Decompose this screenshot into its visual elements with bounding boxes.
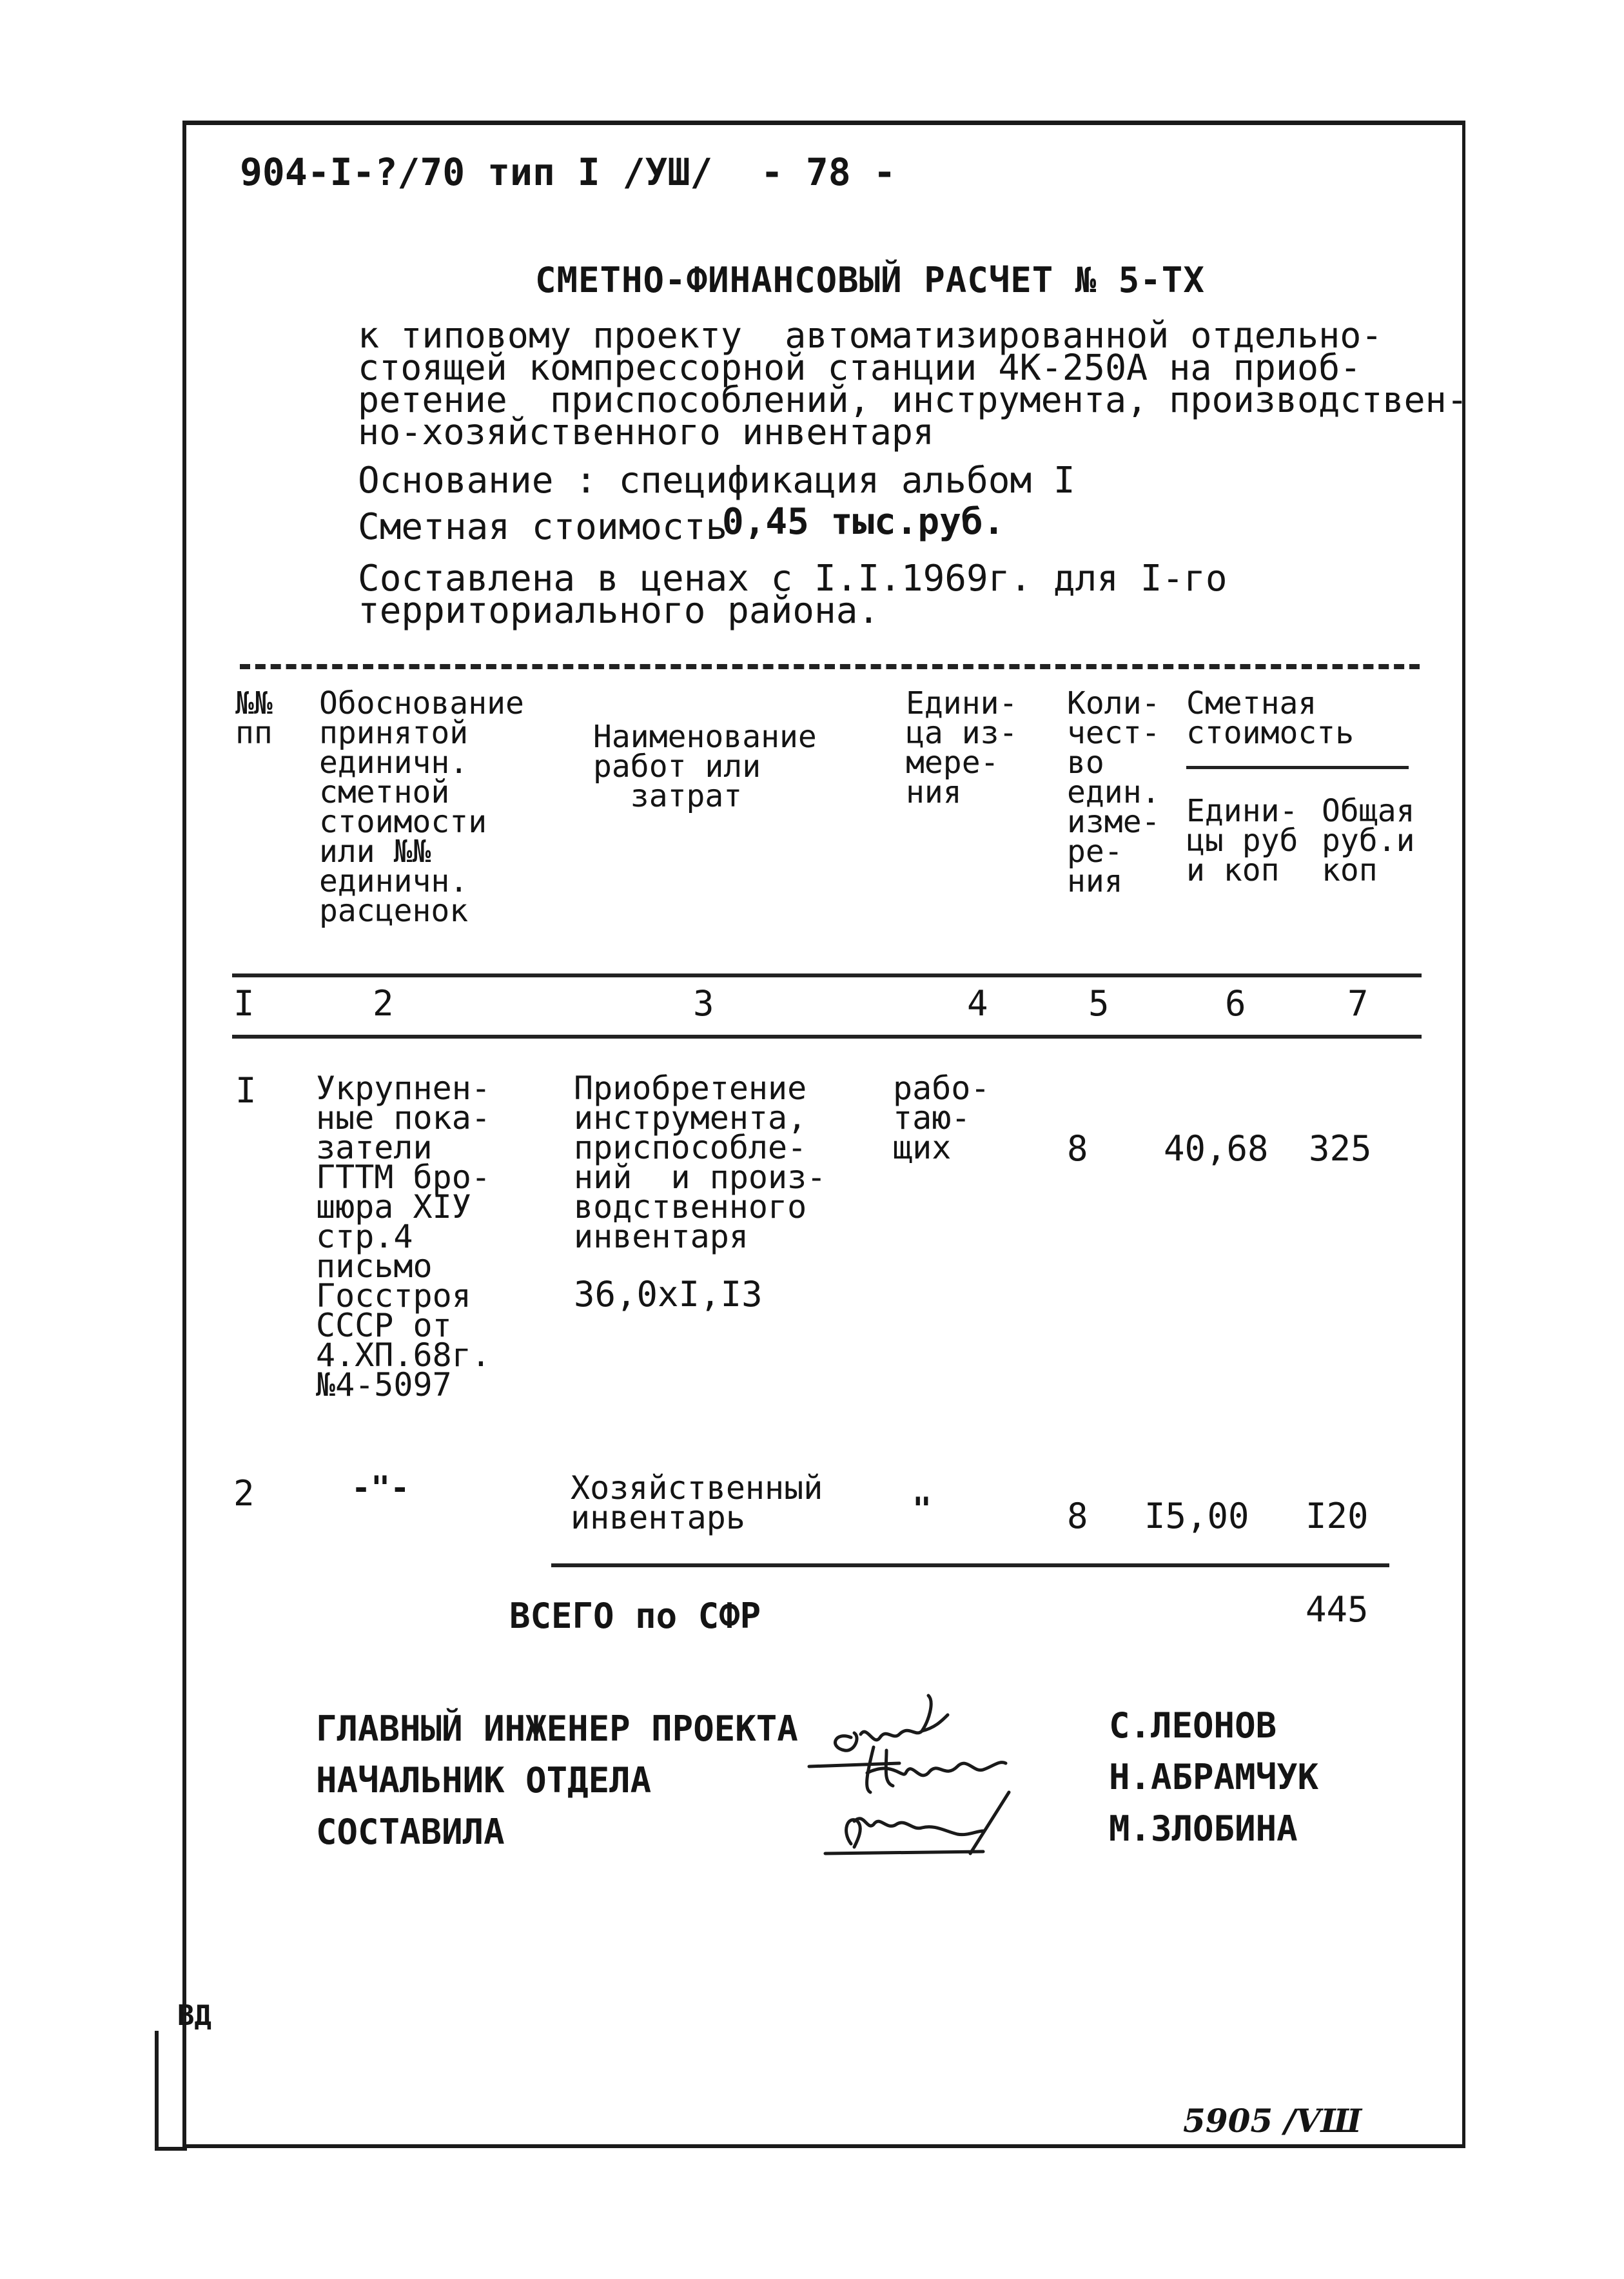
- row1-basis: Укрупнен- ные пока- затели ГТТМ бро- шюра XIУ стр.4 письмо Госстроя СССР от 4.XП.68г. №4-5097: [316, 1070, 491, 1404]
- description-line-3: ретение приспособлений, инструмента, производствен-: [358, 379, 1468, 420]
- frame-binding-edge: [155, 2031, 159, 2150]
- column-number-7: 7: [1347, 983, 1369, 1024]
- header-subrule: [1186, 766, 1409, 769]
- signature-1-stroke: [836, 1696, 948, 1750]
- column-number-2: 2: [373, 983, 394, 1024]
- header-col1: №№ пп: [235, 685, 273, 751]
- signature-2-stroke: [809, 1747, 1006, 1792]
- signature-role-1: ГЛАВНЫЙ ИНЖЕНЕР ПРОЕКТА: [316, 1708, 798, 1749]
- description-line-4: но-хозяйственного инвентаря: [358, 411, 935, 453]
- row1-total: 325: [1309, 1128, 1372, 1169]
- total-label: ВСЕГО по СФР: [509, 1596, 761, 1636]
- signature-name-1: С.ЛЕОНОВ: [1109, 1705, 1277, 1746]
- handwritten-signatures: [790, 1676, 1106, 1870]
- row2-total: I20: [1306, 1496, 1369, 1536]
- document-code: 904-I-?/70 тип I /УШ/: [240, 150, 713, 194]
- header-col5: Коли- чест- во един. изме- ре- ния: [1067, 685, 1160, 899]
- column-number-3: 3: [693, 983, 714, 1024]
- column-number-5: 5: [1088, 983, 1110, 1024]
- row1-name: Приобретение инструмента, приспособле- ний и произ- водственного инвентаря: [574, 1070, 827, 1255]
- row2-unit-price: I5,00: [1144, 1496, 1249, 1536]
- document-title: СМЕТНО-ФИНАНСОВЫЙ РАСЧЕТ № 5-ТХ: [535, 260, 1205, 300]
- row2-name: Хозяйственный инвентарь: [571, 1469, 823, 1536]
- signature-role-2: НАЧАЛЬНИК ОТДЕЛА: [316, 1760, 652, 1801]
- signature-name-3: М.ЗЛОБИНА: [1109, 1808, 1298, 1849]
- row1-calc: 36,0хI,I3: [574, 1274, 763, 1315]
- basis-line: Основание : спецификация альбом I: [358, 460, 1075, 502]
- row1-unit: рабо- таю- щих: [893, 1070, 990, 1166]
- column-number-1: I: [233, 983, 255, 1024]
- header-col6: Едини- цы руб и коп: [1186, 793, 1298, 888]
- row2-qty: 8: [1067, 1496, 1088, 1536]
- prices-line-2: территориального района.: [358, 590, 880, 632]
- column-number-6: 6: [1225, 983, 1246, 1024]
- signature-role-3: СОСТАВИЛА: [316, 1812, 505, 1852]
- row2-unit: ": [912, 1491, 932, 1528]
- row2-basis: -"-: [351, 1469, 410, 1507]
- signature-3-stroke: [825, 1792, 1009, 1854]
- frame-binding-edge-bottom: [155, 2147, 187, 2151]
- description-line-1: к типовому проекту автоматизированной отдельно-: [358, 315, 1383, 356]
- row1-num: I: [235, 1070, 257, 1111]
- total-value: 445: [1306, 1589, 1369, 1630]
- description-line-2: стоящей компрессорной станции 4К-250А на приоб-: [358, 347, 1362, 388]
- header-col67: Сметная стоимость: [1186, 685, 1355, 751]
- header-col2: Обоснование принятой единичн. сметной стоимости или №№ единичн. расценок: [319, 685, 524, 929]
- total-rule: [551, 1563, 1389, 1567]
- header-col7: Общая руб.и коп: [1322, 793, 1415, 888]
- header-col4: Едини- ца из- мере- ния: [906, 685, 1018, 810]
- column-numbers-bottom-rule: [232, 1035, 1422, 1039]
- page-number: - 78 -: [761, 150, 896, 194]
- row1-unit-price: 40,68: [1164, 1128, 1269, 1169]
- column-numbers-top-rule: [232, 973, 1422, 977]
- header-col3: Наименование работ или затрат: [593, 719, 817, 814]
- row2-num: 2: [233, 1473, 255, 1514]
- column-number-4: 4: [967, 983, 988, 1024]
- estimated-cost-label: Сметная стоимость: [358, 506, 728, 548]
- table-top-rule: [240, 664, 1420, 669]
- row1-qty: 8: [1067, 1128, 1088, 1169]
- estimated-cost-value: 0,45 тыс.руб.: [722, 501, 1005, 543]
- prices-line-1: Составлена в ценах с I.I.1969г. для I-го: [358, 558, 1228, 600]
- corner-mark: ВД: [177, 1999, 211, 2032]
- footer-number: 5905 /VШ: [1183, 2102, 1362, 2140]
- signature-name-2: Н.АБРАМЧУК: [1109, 1757, 1319, 1797]
